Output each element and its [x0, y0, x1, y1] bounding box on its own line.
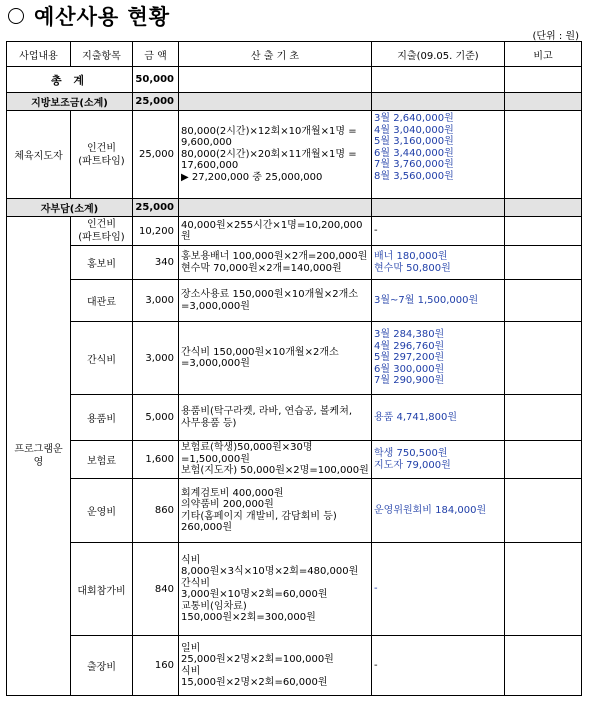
- subsidy-amount: 25,000: [133, 93, 179, 111]
- coach-row: [7, 111, 582, 199]
- item-cell: 간식비: [71, 322, 133, 395]
- header-cell: 산 출 기 초: [179, 42, 372, 67]
- expense-cell: -: [372, 543, 505, 636]
- calc-cell: 보험료(학생)50,000원×30명=1,500,000원 보험(지도자) 50,000원×2명=100,000원: [179, 441, 372, 479]
- item-cell: 출장비: [71, 636, 133, 696]
- item-cell: 대관료: [71, 280, 133, 322]
- table-row: [7, 479, 582, 543]
- header-cell: 금 액: [133, 42, 179, 67]
- item-cell: 보험료: [71, 441, 133, 479]
- header-cell: 비고: [505, 42, 582, 67]
- document-title: [8, 2, 170, 30]
- header-cell: 지출(09.05. 기준): [372, 42, 505, 67]
- calc-cell: 식비 8,000원×3식×10명×2회=480,000원 간식비 3,000원×10명×2회=60,000원 교통비(임차료) 150,000원×2회=300,000원: [179, 543, 372, 636]
- budget-table: [6, 41, 582, 696]
- expense-cell: -: [372, 636, 505, 696]
- item-cell: 대회참가비: [71, 543, 133, 636]
- calc-cell: 일비 25,000원×2명×2회=100,000원 식비 15,000원×2명×2회=60,000원: [179, 636, 372, 696]
- expense-cell: -: [372, 217, 505, 246]
- calc-cell: 회계검토비 400,000원 의약품비 200,000원 기타(홈페이지 개발비, 감담회비 등) 260,000원: [179, 479, 372, 543]
- item-cell: 홍보비: [71, 246, 133, 280]
- self-label: 자부담(소계): [7, 199, 133, 217]
- coach-calc: 80,000(2시간)×12회×10개월×1명 = 9,600,000 80,000(2시간)×20회×11개월×1명 = 17,600,000 ▶ 27,200,000 중 25,000,000: [179, 111, 372, 199]
- table-row: [7, 246, 582, 280]
- amount-cell: 3,000: [133, 280, 179, 322]
- program-category: 프로그램운 영: [7, 217, 71, 696]
- subtotal-row: [7, 199, 582, 217]
- header-row: [7, 42, 582, 67]
- header-cell: 지출항목: [71, 42, 133, 67]
- expense-cell: 용품 4,741,800원: [372, 395, 505, 441]
- table-row: [7, 322, 582, 395]
- expense-cell: 3월~7월 1,500,000원: [372, 280, 505, 322]
- amount-cell: 10,200: [133, 217, 179, 246]
- table-row: [7, 636, 582, 696]
- amount-cell: 840: [133, 543, 179, 636]
- total-amount: 50,000: [133, 67, 179, 93]
- amount-cell: 1,600: [133, 441, 179, 479]
- calc-cell: 40,000원×255시간×1명=10,200,000원: [179, 217, 372, 246]
- expense-cell: 운영위원회비 184,000원: [372, 479, 505, 543]
- amount-cell: 3,000: [133, 322, 179, 395]
- item-cell: 운영비: [71, 479, 133, 543]
- item-cell: 용품비: [71, 395, 133, 441]
- table-row: [7, 543, 582, 636]
- coach-expense: 3월 2,640,000원 4월 3,040,000원 5월 3,160,000원 6월 3,440,000원 7월 3,760,000원 8월 3,560,000원: [372, 111, 505, 199]
- header-cell: 사업내용: [7, 42, 71, 67]
- calc-cell: 홍보용배너 100,000원×2개=200,000원 현수막 70,000원×2개=140,000원: [179, 246, 372, 280]
- unit-label: (단위 : 원): [532, 31, 579, 42]
- calc-cell: 간식비 150,000원×10개월×2개소 =3,000,000원: [179, 322, 372, 395]
- coach-category: 체육지도자: [7, 111, 71, 199]
- table-row: [7, 395, 582, 441]
- title-text: 예산사용 현황: [34, 5, 171, 29]
- expense-cell: 배너 180,000원 현수막 50,800원: [372, 246, 505, 280]
- total-row: [7, 67, 582, 93]
- subsidy-label: 지방보조금(소계): [7, 93, 133, 111]
- subtotal-row: [7, 93, 582, 111]
- table-row: [7, 280, 582, 322]
- amount-cell: 160: [133, 636, 179, 696]
- self-amount: 25,000: [133, 199, 179, 217]
- coach-item: 인건비 (파트타임): [71, 111, 133, 199]
- table-row: [7, 441, 582, 479]
- amount-cell: 860: [133, 479, 179, 543]
- calc-cell: 장소사용료 150,000원×10개월×2개소 =3,000,000원: [179, 280, 372, 322]
- item-cell: 인건비 (파트타임): [71, 217, 133, 246]
- expense-cell: 3월 284,380원 4월 296,760원 5월 297,200원 6월 300,000원 7월 290,900원: [372, 322, 505, 395]
- circle-bullet-icon: [8, 8, 24, 24]
- amount-cell: 340: [133, 246, 179, 280]
- coach-amount: 25,000: [133, 111, 179, 199]
- amount-cell: 5,000: [133, 395, 179, 441]
- expense-cell: 학생 750,500원 지도자 79,000원: [372, 441, 505, 479]
- calc-cell: 용품비(탁구라켓, 라바, 연습공, 볼케쳐, 사무용품 등): [179, 395, 372, 441]
- table-row: [7, 217, 582, 246]
- total-label: 총 계: [7, 67, 133, 93]
